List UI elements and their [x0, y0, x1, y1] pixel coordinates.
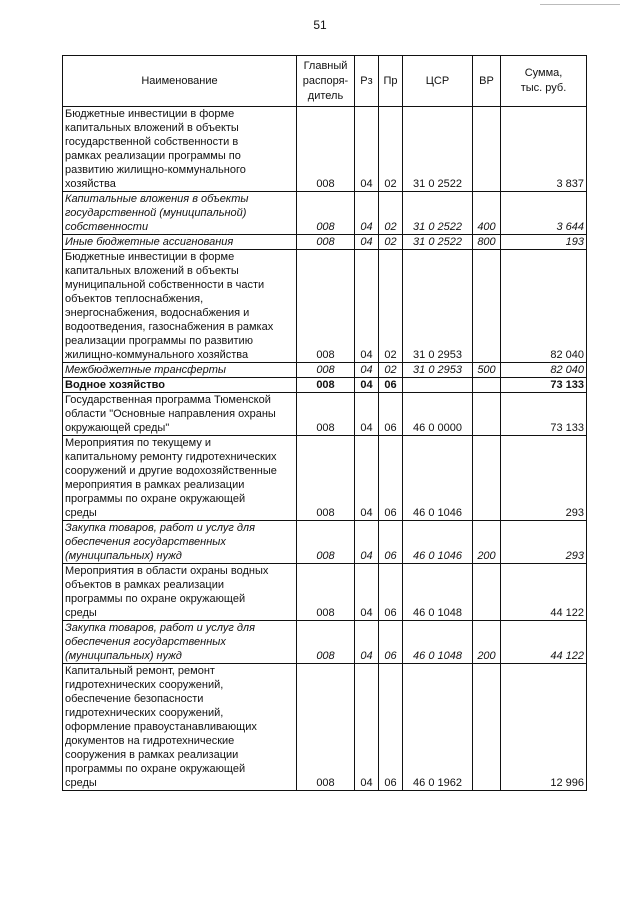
row-target-article-text: 46 0 1046: [413, 507, 462, 519]
row-main-manager-text: 008: [316, 379, 335, 391]
row-target-article-text: 31 0 2953: [413, 349, 462, 361]
row-section: [355, 393, 379, 436]
header-target-article: [403, 56, 473, 107]
row-section: [355, 378, 379, 393]
row-subsection-text: 06: [384, 550, 397, 562]
row-section: [355, 250, 379, 363]
row-main-manager: [297, 107, 355, 192]
row-subsection-text: 02: [384, 178, 397, 190]
row-name: [63, 664, 297, 791]
table-row: [63, 436, 587, 521]
header-sum-label: Сумма, тыс. руб.: [520, 67, 567, 94]
row-subsection-text: 02: [384, 364, 397, 376]
row-main-manager-text: 008: [316, 607, 335, 619]
header-sum: [501, 56, 587, 107]
row-target-article: [403, 621, 473, 664]
row-name: [63, 393, 297, 436]
row-subsection: [379, 436, 403, 521]
row-expense-type: [473, 107, 501, 192]
row-main-manager: [297, 521, 355, 564]
row-section-text: 04: [360, 379, 373, 391]
row-name: [63, 250, 297, 363]
row-subsection: [379, 363, 403, 378]
row-target-article-text: 46 0 1046: [413, 550, 462, 562]
row-sum: [501, 192, 587, 235]
row-section-text: 04: [360, 349, 373, 361]
row-subsection-text: 02: [384, 221, 397, 233]
table-row: [63, 521, 587, 564]
row-expense-type: [473, 621, 501, 664]
row-sum: [501, 621, 587, 664]
row-section: [355, 664, 379, 791]
row-main-manager-text: 008: [316, 507, 335, 519]
row-subsection-text: 02: [384, 349, 397, 361]
row-target-article: [403, 393, 473, 436]
row-name-text: Государственная программа Тюменской области "Основные направления охраны окружающей среды": [65, 394, 276, 434]
row-section-text: 04: [360, 364, 373, 376]
row-name-text: Мероприятия в области охраны водных объектов в рамках реализации программы по охране окружающей среды: [65, 565, 269, 619]
row-main-manager-text: 008: [316, 221, 335, 233]
row-subsection: [379, 393, 403, 436]
row-name: [63, 107, 297, 192]
row-target-article-text: 31 0 2522: [413, 178, 462, 190]
row-expense-type: [473, 521, 501, 564]
header-main-manager-label: Главный распоря- дитель: [302, 59, 349, 102]
row-main-manager: [297, 564, 355, 621]
row-main-manager: [297, 363, 355, 378]
row-sum-text: 293: [565, 550, 584, 562]
row-section: [355, 363, 379, 378]
page-edge-mark: [540, 4, 620, 5]
row-expense-type-text: 200: [477, 650, 496, 662]
row-main-manager: [297, 378, 355, 393]
row-subsection: [379, 192, 403, 235]
row-name-text: Мероприятия по текущему и капитальному ремонту гидротехнических сооружений и другие водохозяйственные мероприятия в рамках реализации программы по охране окружающей среды: [65, 437, 277, 519]
row-name: [63, 621, 297, 664]
row-sum: [501, 521, 587, 564]
row-main-manager: [297, 436, 355, 521]
row-sum-text: 82 040: [550, 349, 584, 361]
row-sum: [501, 393, 587, 436]
row-subsection-text: 02: [384, 236, 397, 248]
row-target-article: [403, 521, 473, 564]
row-subsection-text: 06: [384, 777, 397, 789]
row-sum-text: 73 133: [550, 379, 584, 391]
row-expense-type: [473, 378, 501, 393]
row-name-text: Бюджетные инвестиции в форме капитальных вложений в объекты государственной собственности в рамках реализации программы по развитию жилищно-коммунального хозяйства: [65, 108, 246, 190]
row-name-text: Закупка товаров, работ и услуг для обеспечения государственных (муниципальных) нужд: [65, 622, 256, 662]
table-row: [63, 107, 587, 192]
row-sum: [501, 363, 587, 378]
row-target-article-text: 46 0 0000: [413, 422, 462, 434]
row-sum-text: 73 133: [550, 422, 584, 434]
table-row: [63, 664, 587, 791]
header-subsection-label: Пр: [383, 74, 398, 87]
row-name: [63, 564, 297, 621]
table-row: [63, 378, 587, 393]
row-sum: [501, 664, 587, 791]
row-subsection-text: 06: [384, 507, 397, 519]
row-main-manager-text: 008: [316, 777, 335, 789]
row-target-article: [403, 363, 473, 378]
row-sum: [501, 564, 587, 621]
row-subsection: [379, 250, 403, 363]
table-row: [63, 564, 587, 621]
row-expense-type: [473, 393, 501, 436]
table-header-row: [63, 56, 587, 107]
row-section: [355, 436, 379, 521]
row-sum: [501, 250, 587, 363]
row-target-article: [403, 107, 473, 192]
row-subsection: [379, 107, 403, 192]
row-main-manager-text: 008: [316, 349, 335, 361]
row-target-article: [403, 378, 473, 393]
row-target-article: [403, 192, 473, 235]
row-name: [63, 521, 297, 564]
row-expense-type: [473, 235, 501, 250]
row-subsection: [379, 521, 403, 564]
header-subsection: [379, 56, 403, 107]
row-sum-text: 82 040: [550, 364, 584, 376]
row-subsection-text: 06: [384, 379, 397, 391]
row-subsection-text: 06: [384, 607, 397, 619]
row-main-manager-text: 008: [316, 650, 335, 662]
row-target-article: [403, 564, 473, 621]
row-section-text: 04: [360, 607, 373, 619]
row-name-text: Межбюджетные трансферты: [65, 364, 226, 376]
row-expense-type: [473, 436, 501, 521]
row-main-manager: [297, 621, 355, 664]
row-expense-type: [473, 250, 501, 363]
row-main-manager: [297, 393, 355, 436]
row-name: [63, 363, 297, 378]
row-sum-text: 193: [565, 236, 584, 248]
row-main-manager: [297, 250, 355, 363]
row-name: [63, 235, 297, 250]
row-main-manager-text: 008: [316, 422, 335, 434]
row-subsection: [379, 378, 403, 393]
header-name-label: Наименование: [141, 74, 218, 87]
row-sum: [501, 378, 587, 393]
row-name-text: Закупка товаров, работ и услуг для обеспечения государственных (муниципальных) нужд: [65, 522, 256, 562]
row-name-text: Иные бюджетные ассигнования: [65, 236, 234, 248]
row-target-article-text: 46 0 1048: [413, 650, 462, 662]
row-name-text: Бюджетные инвестиции в форме капитальных вложений в объекты муниципальной собственности в части объектов теплоснабжения, энергоснабжения, водоснабжения и водоотведения, газоснабжения в рамках реализации программы по развитию жилищно-коммунального хозяйства: [65, 251, 274, 361]
row-expense-type-text: 200: [477, 550, 496, 562]
header-name: [63, 56, 297, 107]
row-section-text: 04: [360, 236, 373, 248]
table-row: [63, 250, 587, 363]
row-target-article: [403, 250, 473, 363]
row-subsection-text: 06: [384, 422, 397, 434]
row-expense-type-text: 500: [477, 364, 496, 376]
row-target-article-text: 31 0 2522: [413, 221, 462, 233]
row-sum-text: 44 122: [550, 650, 584, 662]
page-number: 51: [313, 18, 327, 32]
row-name: [63, 378, 297, 393]
budget-table: [62, 55, 587, 791]
row-sum-text: 44 122: [550, 607, 584, 619]
header-target-article-label: ЦСР: [425, 74, 450, 87]
header-expense-type: [473, 56, 501, 107]
row-section-text: 04: [360, 507, 373, 519]
header-main-manager: [297, 56, 355, 107]
row-section-text: 04: [360, 178, 373, 190]
row-target-article: [403, 235, 473, 250]
row-main-manager: [297, 664, 355, 791]
row-section: [355, 564, 379, 621]
row-sum: [501, 436, 587, 521]
row-main-manager: [297, 192, 355, 235]
row-expense-type-text: 400: [477, 221, 496, 233]
table-row: [63, 621, 587, 664]
row-sum-text: 3 837: [556, 178, 584, 190]
row-main-manager-text: 008: [316, 550, 335, 562]
row-section: [355, 107, 379, 192]
row-sum-text: 12 996: [550, 777, 584, 789]
row-main-manager-text: 008: [316, 178, 335, 190]
row-main-manager-text: 008: [316, 236, 335, 248]
row-name-text: Капитальный ремонт, ремонт гидротехнических сооружений, обеспечение безопасности гидротехнических сооружений, оформление правоустанавливающих документов на гидротехнические сооружения в рамках реализации программы по охране окружающей среды: [65, 665, 257, 789]
row-target-article-text: 31 0 2953: [413, 364, 462, 376]
row-expense-type: [473, 564, 501, 621]
row-section-text: 04: [360, 650, 373, 662]
row-sum-text: 293: [565, 507, 584, 519]
row-target-article-text: 31 0 2522: [413, 236, 462, 248]
row-subsection: [379, 235, 403, 250]
row-expense-type: [473, 363, 501, 378]
row-section-text: 04: [360, 221, 373, 233]
header-section: [355, 56, 379, 107]
row-expense-type: [473, 664, 501, 791]
header-section-label: Рз: [360, 74, 373, 87]
row-subsection: [379, 564, 403, 621]
row-sum: [501, 107, 587, 192]
table-row: [63, 235, 587, 250]
row-main-manager-text: 008: [316, 364, 335, 376]
row-section: [355, 621, 379, 664]
row-main-manager: [297, 235, 355, 250]
row-section: [355, 192, 379, 235]
row-expense-type: [473, 192, 501, 235]
row-target-article-text: 46 0 1962: [413, 777, 462, 789]
row-name-text: Капитальные вложения в объекты государственной (муниципальной) собственности: [65, 193, 249, 233]
table-row: [63, 192, 587, 235]
row-expense-type-text: 800: [477, 236, 496, 248]
row-name: [63, 192, 297, 235]
row-section: [355, 235, 379, 250]
row-section-text: 04: [360, 550, 373, 562]
row-sum: [501, 235, 587, 250]
table-row: [63, 363, 587, 378]
row-section: [355, 521, 379, 564]
row-sum-text: 3 644: [556, 221, 584, 233]
row-section-text: 04: [360, 422, 373, 434]
table-row: [63, 393, 587, 436]
row-name: [63, 436, 297, 521]
header-expense-type-label: ВР: [479, 74, 494, 87]
row-target-article-text: 46 0 1048: [413, 607, 462, 619]
row-subsection: [379, 664, 403, 791]
row-subsection: [379, 621, 403, 664]
row-subsection-text: 06: [384, 650, 397, 662]
row-name-text: Водное хозяйство: [65, 379, 165, 391]
row-target-article: [403, 436, 473, 521]
row-target-article: [403, 664, 473, 791]
row-section-text: 04: [360, 777, 373, 789]
